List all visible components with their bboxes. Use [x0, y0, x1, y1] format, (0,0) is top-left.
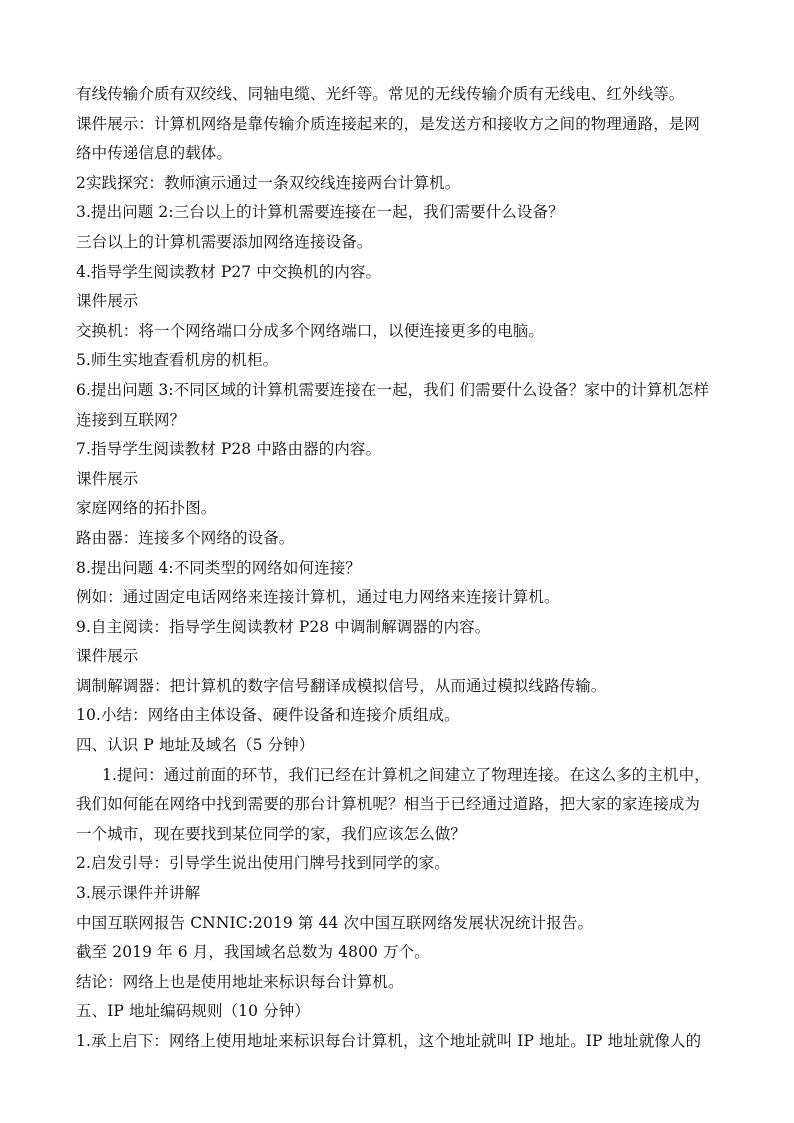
text-line: 路由器：连接多个网络的设备。 — [76, 528, 295, 547]
text-line: 9.自主阅读：指导学生阅读教材 P28 中调制解调器的内容。 — [76, 617, 491, 636]
text-line: 三台以上的计算机需要添加网络连接设备。 — [76, 232, 373, 251]
text-line: 4.指导学生阅读教材 P27 中交换机的内容。 — [76, 262, 382, 281]
text-line: 8.提出问题 4:不同类型的网络如何连接？ — [76, 558, 361, 577]
text-line: 家庭网络的拓扑图。 — [76, 499, 217, 518]
text-line: 截至 2019 年 6 月，我国域名总数为 4800 万个。 — [76, 943, 430, 962]
text-line: 中国互联网报告 CNNIC:2019 第 44 次中国互联网络发展状况统计报告。 — [76, 913, 594, 932]
document-body — [76, 80, 726, 1057]
text-line: 7.指导学生阅读教材 P28 中路由器的内容。 — [76, 440, 382, 459]
text-line: 连接到互联网？ — [76, 410, 186, 429]
text-line: 络中传递信息的载体。 — [76, 144, 233, 163]
text-line: 一个城市，现在要找到某位同学的家，我们应该怎么做？ — [76, 824, 467, 843]
text-line: 课件展示 — [76, 647, 139, 666]
text-line: 6.提出问题 3:不同区域的计算机需要连接在一起，我们 们需要什么设备？家中的计算机怎样 — [76, 380, 710, 399]
text-line: 课件展示 — [76, 469, 139, 488]
text-line: 3.展示课件并讲解 — [76, 884, 201, 903]
text-line: 1.提问：通过前面的环节，我们已经在计算机之间建立了物理连接。在这么多的主机中， — [102, 765, 710, 784]
text-line: 四、认识 P 地址及域名（5 分钟） — [76, 736, 315, 755]
text-line: 有线传输介质有双绞线、同轴电缆、光纤等。常见的无线传输介质有无线电、红外线等。 — [76, 85, 685, 103]
text-line: 2.启发引导：引导学生说出使用门牌号找到同学的家。 — [76, 854, 450, 873]
text-line: 5.师生实地查看机房的机柜。 — [76, 351, 279, 370]
text-line: 2实践探究：教师演示通过一条双绞线连接两台计算机。 — [76, 173, 461, 192]
text-line: 课件展示：计算机网络是靠传输介质连接起来的，是发送方和接收方之间的物理通路，是网 — [76, 114, 701, 133]
text-line: 五、IP 地址编码规则（10 分钟） — [76, 1002, 310, 1021]
text-line: 交换机：将一个网络端口分成多个网络端口，以便连接更多的电脑。 — [76, 321, 545, 340]
text-line: 10.小结：网络由主体设备、硬件设备和连接介质组成。 — [76, 706, 460, 725]
text-line: 我们如何能在网络中找到需要的那台计算机呢？相当于已经通过道路，把大家的家连接成为 — [76, 795, 701, 814]
text-line: 课件展示 — [76, 292, 139, 311]
text-line: 调制解调器：把计算机的数字信号翻译成模拟信号，从而通过模拟线路传输。 — [76, 676, 607, 695]
text-line: 结论：网络上也是使用地址来标识每台计算机。 — [76, 972, 404, 991]
text-line: 3.提出问题 2:三台以上的计算机需要连接在一起，我们需要什么设备？ — [76, 203, 564, 222]
text-line: 1.承上启下：网络上使用地址来标识每台计算机，这个地址就叫 IP 地址。IP 地址就像人的 — [76, 1032, 702, 1050]
text-line: 例如：通过固定电话网络来连接计算机，通过电力网络来连接计算机。 — [76, 588, 560, 607]
